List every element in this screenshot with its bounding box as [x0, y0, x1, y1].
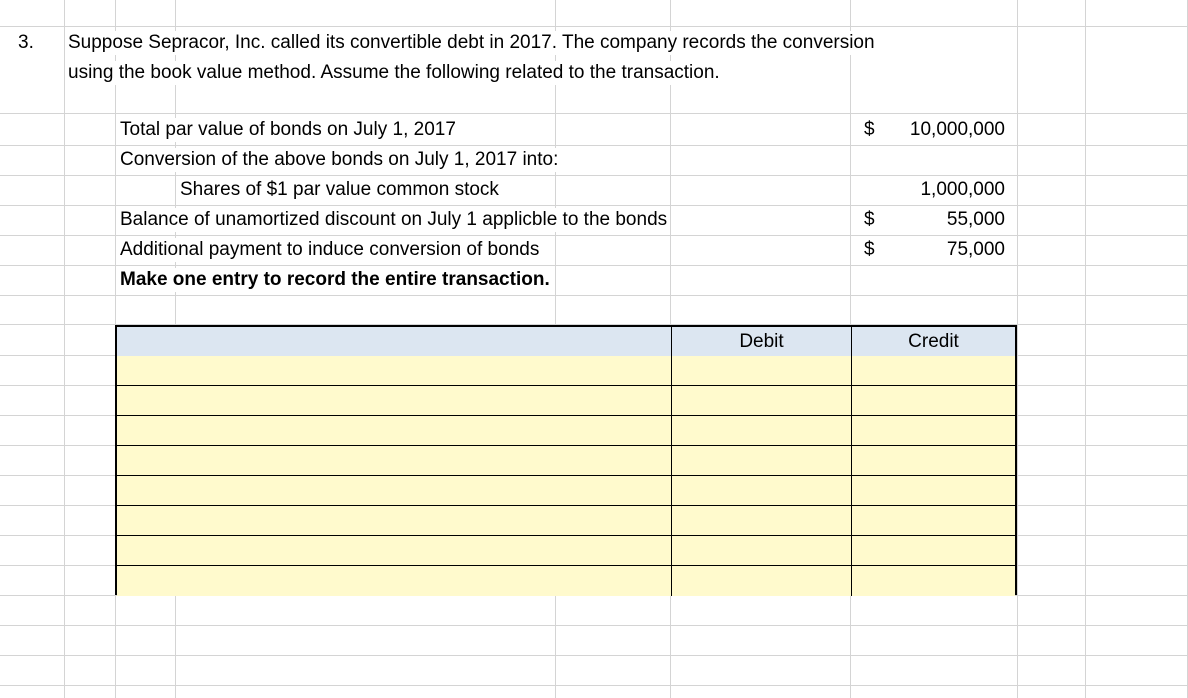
par-value-label: Total par value of bonds on July 1, 2017 [120, 119, 456, 140]
payment-amount: 75,000 [885, 238, 1007, 262]
instruction-text: Make one entry to record the entire transaction. [120, 269, 550, 290]
account-cell[interactable] [117, 386, 672, 415]
journal-row [117, 416, 1015, 446]
journal-row [117, 536, 1015, 566]
journal-row [117, 506, 1015, 536]
par-value-currency: $ [864, 119, 875, 140]
journal-row [117, 386, 1015, 416]
journal-entry-table [115, 325, 1017, 595]
credit-cell[interactable] [852, 446, 1015, 475]
shares-label: Shares of $1 par value common stock [180, 179, 499, 200]
debit-cell[interactable] [672, 446, 852, 475]
journal-header-row [117, 327, 1015, 357]
credit-cell[interactable] [852, 476, 1015, 505]
account-cell[interactable] [117, 446, 672, 475]
debit-cell[interactable] [672, 566, 852, 596]
account-cell[interactable] [117, 566, 672, 596]
discount-label: Balance of unamortized discount on July 1 applicble to the bonds [120, 209, 668, 230]
journal-row [117, 566, 1015, 596]
credit-cell[interactable] [852, 506, 1015, 535]
conversion-label: Conversion of the above bonds on July 1, 2017 into: [120, 149, 559, 170]
journal-row [117, 446, 1015, 476]
debit-cell[interactable] [672, 356, 852, 385]
debit-cell[interactable] [672, 416, 852, 445]
account-cell[interactable] [117, 356, 672, 385]
problem-number: 3. [18, 32, 34, 53]
account-header [117, 327, 672, 356]
credit-header: Credit [852, 327, 1015, 356]
credit-cell[interactable] [852, 566, 1015, 596]
debit-header: Debit [672, 327, 852, 356]
journal-row [117, 356, 1015, 386]
credit-cell[interactable] [852, 356, 1015, 385]
journal-row [117, 476, 1015, 506]
debit-cell[interactable] [672, 536, 852, 565]
debit-cell[interactable] [672, 476, 852, 505]
account-cell[interactable] [117, 476, 672, 505]
payment-label: Additional payment to induce conversion of bonds [120, 239, 540, 260]
discount-currency: $ [864, 209, 875, 230]
par-value-amount: 10,000,000 [885, 118, 1007, 142]
problem-text-line-1: Suppose Sepracor, Inc. called its convertible debt in 2017. The company records the conversion [68, 32, 875, 53]
shares-amount: 1,000,000 [885, 178, 1007, 202]
payment-currency: $ [864, 239, 875, 260]
account-cell[interactable] [117, 416, 672, 445]
problem-text-line-2: using the book value method. Assume the following related to the transaction. [68, 62, 720, 83]
credit-cell[interactable] [852, 386, 1015, 415]
credit-cell[interactable] [852, 416, 1015, 445]
credit-cell[interactable] [852, 536, 1015, 565]
discount-amount: 55,000 [885, 208, 1007, 232]
account-cell[interactable] [117, 536, 672, 565]
account-cell[interactable] [117, 506, 672, 535]
debit-cell[interactable] [672, 386, 852, 415]
debit-cell[interactable] [672, 506, 852, 535]
